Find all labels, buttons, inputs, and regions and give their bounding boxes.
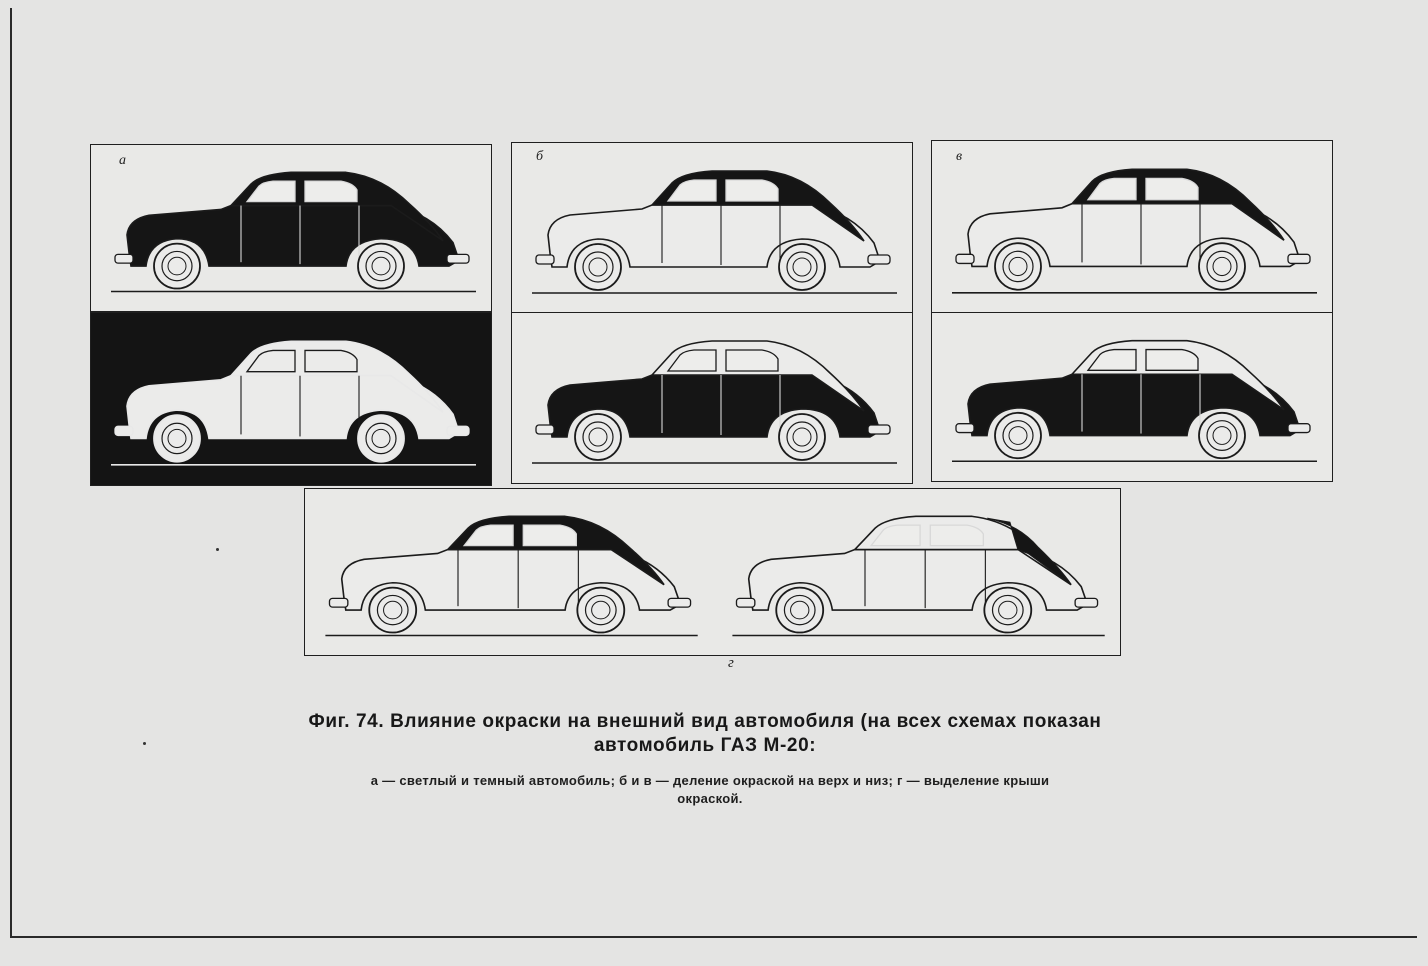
car-group	[111, 172, 476, 291]
panel-b-dark-roof	[511, 142, 913, 314]
rear-bumper	[868, 425, 890, 434]
wheel	[779, 414, 825, 460]
panel-g-roof-highlight-left	[304, 488, 714, 656]
rear-window	[1146, 350, 1198, 371]
car-illustration	[512, 313, 912, 483]
car-illustration	[932, 313, 1332, 481]
panel-letter-g: г	[728, 655, 734, 671]
figure-caption-title	[200, 710, 1210, 758]
rear-bumper	[668, 598, 690, 607]
rear-bumper	[1288, 254, 1310, 263]
panel-letter: в	[956, 149, 963, 164]
front-bumper	[956, 254, 974, 263]
front-bumper	[536, 425, 554, 434]
car-illustration	[91, 313, 491, 485]
panel-letter: а	[119, 153, 126, 168]
print-speck	[216, 548, 219, 551]
legend-line-1: а — светлый и темный автомобиль; б и в — деление окраской на верх и низ; г — выделение крыши	[370, 773, 1050, 788]
wheel	[154, 415, 200, 462]
caption-title-line-2: автомобиль ГАЗ М-20:	[593, 735, 817, 756]
car-group	[532, 171, 897, 293]
front-bumper	[115, 426, 133, 435]
rear-bumper	[447, 254, 469, 263]
rear-window	[305, 350, 357, 371]
panel-v-dark-body	[931, 312, 1333, 482]
car-illustration	[932, 141, 1332, 313]
panel-g-roof-highlight-right	[712, 488, 1121, 656]
car-group	[325, 516, 697, 635]
front-bumper	[115, 254, 133, 263]
car-illustration	[712, 489, 1120, 655]
rear-window	[726, 180, 778, 201]
car-group	[952, 341, 1317, 462]
front-bumper	[536, 255, 554, 264]
panel-a-light-bg-dark-car	[90, 144, 492, 312]
wheel	[1199, 413, 1245, 458]
panel-a-dark-bg-light-car	[90, 312, 492, 486]
caption-title-line-1: Фиг. 74. Влияние окраски на внешний вид автомобиля (на всех схемах показан	[308, 711, 1102, 732]
wheel	[995, 413, 1041, 458]
print-speck	[143, 742, 146, 745]
wheel	[779, 244, 825, 290]
wheel	[575, 414, 621, 460]
rear-bumper	[447, 426, 469, 435]
wheel	[358, 415, 404, 462]
wheel	[1199, 243, 1245, 290]
car-group	[532, 341, 897, 463]
front-bumper	[736, 598, 754, 607]
wheel	[984, 588, 1031, 633]
car-illustration	[512, 143, 912, 313]
front-bumper	[956, 424, 974, 433]
wheel	[995, 243, 1041, 290]
rear-bumper	[1288, 424, 1310, 433]
wheel	[358, 244, 404, 289]
rear-bumper	[868, 255, 890, 264]
rear-window	[930, 525, 983, 546]
front-bumper	[329, 598, 347, 607]
car-group	[952, 169, 1317, 292]
rear-window	[305, 181, 357, 202]
wheel	[369, 588, 416, 633]
car-illustration	[91, 145, 491, 311]
figure-legend	[240, 772, 1180, 808]
legend-line-2: окраской.	[677, 791, 743, 806]
wheel	[776, 588, 823, 633]
car-group	[732, 516, 1104, 635]
panel-v-dark-roof	[931, 140, 1333, 314]
car-group	[111, 341, 476, 464]
car-illustration	[305, 489, 713, 655]
wheel	[577, 588, 624, 633]
panel-letter: б	[536, 149, 544, 164]
rear-window	[726, 350, 778, 371]
rear-window	[1146, 178, 1198, 199]
wheel	[575, 244, 621, 290]
rear-bumper	[1075, 598, 1097, 607]
panel-b-dark-body	[511, 312, 913, 484]
rear-window	[523, 525, 576, 546]
wheel	[154, 244, 200, 289]
